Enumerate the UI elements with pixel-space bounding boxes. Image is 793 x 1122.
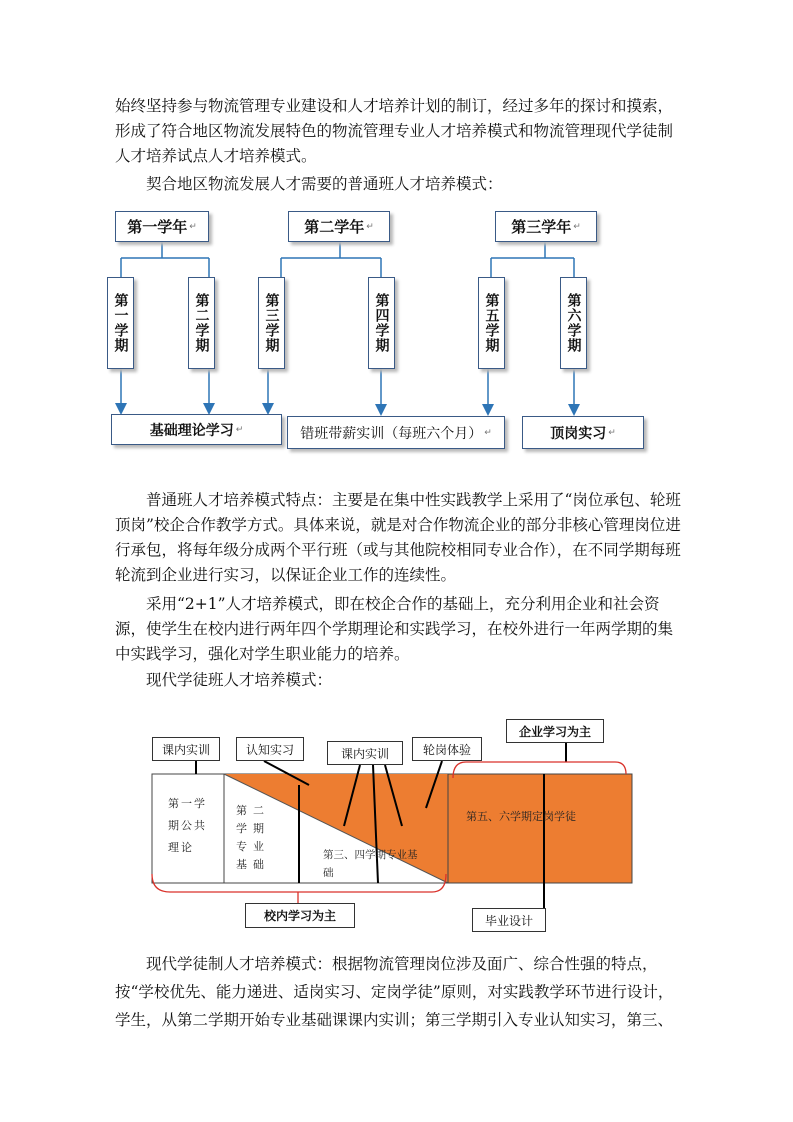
text-term34-major-basics: 第三、四学期专业基础 xyxy=(323,849,418,879)
year-box-2-label: 第二学年 xyxy=(304,218,365,236)
text-term56-apprenticeship: 第五、六学期定岗学徒 xyxy=(466,810,576,823)
paragraph-apprentice-features: 现代学徒制人才培养模式：根据物流管理岗位涉及面广、综合性强的特点，按“学校优先、能力递进、适岗实习、定岗学徒”原则，对实践教学环节进行设计，学生，从第二学期开始专业基础课课内实训；第三学期引入专业认知实习，第三、 xyxy=(115,955,674,1029)
term-box-5: 第五学期 xyxy=(478,277,505,369)
paragraph-intro: 始终坚持参与物流管理专业建设和人才培养计划的制订，经过多年的探讨和摸索，形成了符合地区物流发展特色的物流管理专业人才培养模式和物流管理现代学徒制人才培养试点人才培养模式。 xyxy=(115,97,674,165)
label-cognitive-internship: 认知实习 xyxy=(236,737,304,761)
year-box-3: 第三学年 ↵ xyxy=(495,211,597,242)
paragraph-regular-class-features: 普通班人才培养模式特点：主要是在集中性实践教学上采用了“岗位承包、轮班顶岗”校企合作教学方式。具体来说，就是对合作物流企业的部分非核心管理岗位进行承包，将每年级分成两个平行班（或与其他院校相同专业合作），在不同学期每班轮流到企业进行实习，以保证企业工作的连续性。 xyxy=(115,491,681,584)
term-box-1: 第一学期 xyxy=(107,277,134,369)
outcome-box-basic-theory: 基础理论学习 ↵ xyxy=(111,414,282,445)
label-enterprise-learning: 企业学习为主 xyxy=(506,719,604,743)
text-term2-major-basics: 第二学期专业基础 xyxy=(236,804,270,871)
term-box-2: 第二学期 xyxy=(188,277,215,369)
term-box-3: 第三学期 xyxy=(258,277,285,369)
label-school-learning: 校内学习为主 xyxy=(245,903,355,928)
year-box-2: 第二学年 ↵ xyxy=(288,211,390,242)
paragraph-2plus1-model: 采用“2+1”人才培养模式，即在校企合作的基础上，充分利用企业和社会资源，使学生在校内进行两年四个学期理论和实践学习，在校外进行一年两学期的集中实践学习，强化对学生职业能力的培养。 xyxy=(115,595,674,663)
label-rotation-experience: 轮岗体验 xyxy=(412,737,482,761)
term-box-4: 第四学期 xyxy=(368,277,395,369)
outcome-box-internship: 顶岗实习 ↵ xyxy=(522,416,644,449)
paragraph-regular-class-heading: 契合地区物流发展人才需要的普通班人才培养模式： xyxy=(146,175,503,193)
label-in-class-training-1: 课内实训 xyxy=(152,737,220,761)
label-in-class-training-2: 课内实训 xyxy=(327,741,403,765)
year-box-1-label: 第一学年 xyxy=(127,218,188,236)
year-box-1: 第一学年 ↵ xyxy=(115,211,209,242)
label-graduation-design: 毕业设计 xyxy=(472,908,546,932)
outcome-box-paid-training: 错班带薪实训（每班六个月） ↵ xyxy=(287,416,505,449)
year-box-3-label: 第三学年 xyxy=(511,218,572,236)
term-box-6: 第六学期 xyxy=(560,277,587,369)
paragraph-apprentice-heading: 现代学徒班人才培养模式： xyxy=(146,671,333,689)
text-term1-public-theory: 第一学期公共理论 xyxy=(168,797,207,854)
